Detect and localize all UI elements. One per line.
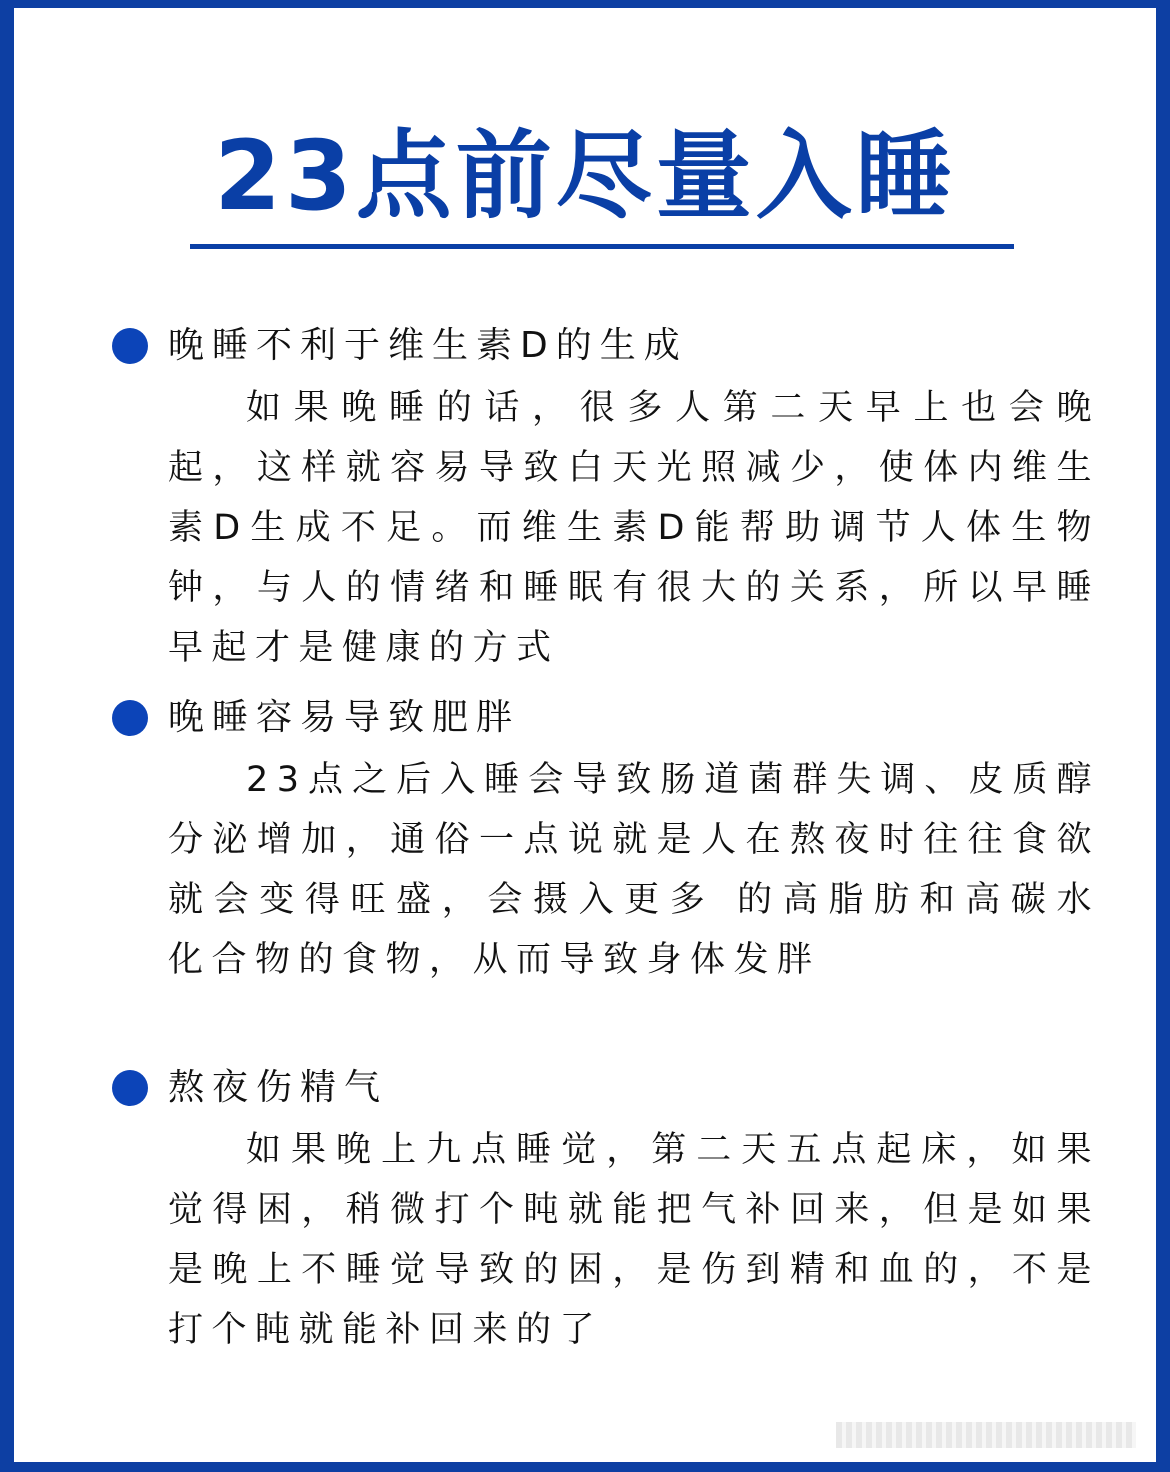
page-title: 23点前尽量入睡 xyxy=(214,120,956,232)
section-heading: 晚睡不利于维生素D的生成 xyxy=(168,325,688,366)
watermark xyxy=(836,1422,1136,1448)
section-body: 23点之后入睡会导致肠道菌群失调、皮质醇分泌增加，通俗一点说就是人在熬夜时往往食欲就会变得旺盛，会摄入更多 的高脂肪和高碳水化合物的食物，从而导致身体发胖 xyxy=(168,760,1100,980)
section-heading: 晚睡容易导致肥胖 xyxy=(168,697,521,738)
bullet-icon xyxy=(112,328,148,364)
title-underline xyxy=(190,244,1014,249)
section-heading: 熬夜伤精气 xyxy=(168,1067,389,1108)
section-body: 如果晚睡的话，很多人第二天早上也会晚起，这样就容易导致白天光照减少，使体内维生素D生成不足。而维生素D能帮助调节人体生物钟，与人的情绪和睡眠有很大的关系，所以早睡早起才是健康的方式 xyxy=(168,388,1100,668)
section-body: 如果晚上九点睡觉，第二天五点起床，如果觉得困，稍微打个盹就能把气补回来，但是如果是晚上不睡觉导致的困，是伤到精和血的，不是打个盹就能补回来的了 xyxy=(168,1130,1100,1350)
bullet-icon xyxy=(112,1070,148,1106)
bullet-icon xyxy=(112,700,148,736)
